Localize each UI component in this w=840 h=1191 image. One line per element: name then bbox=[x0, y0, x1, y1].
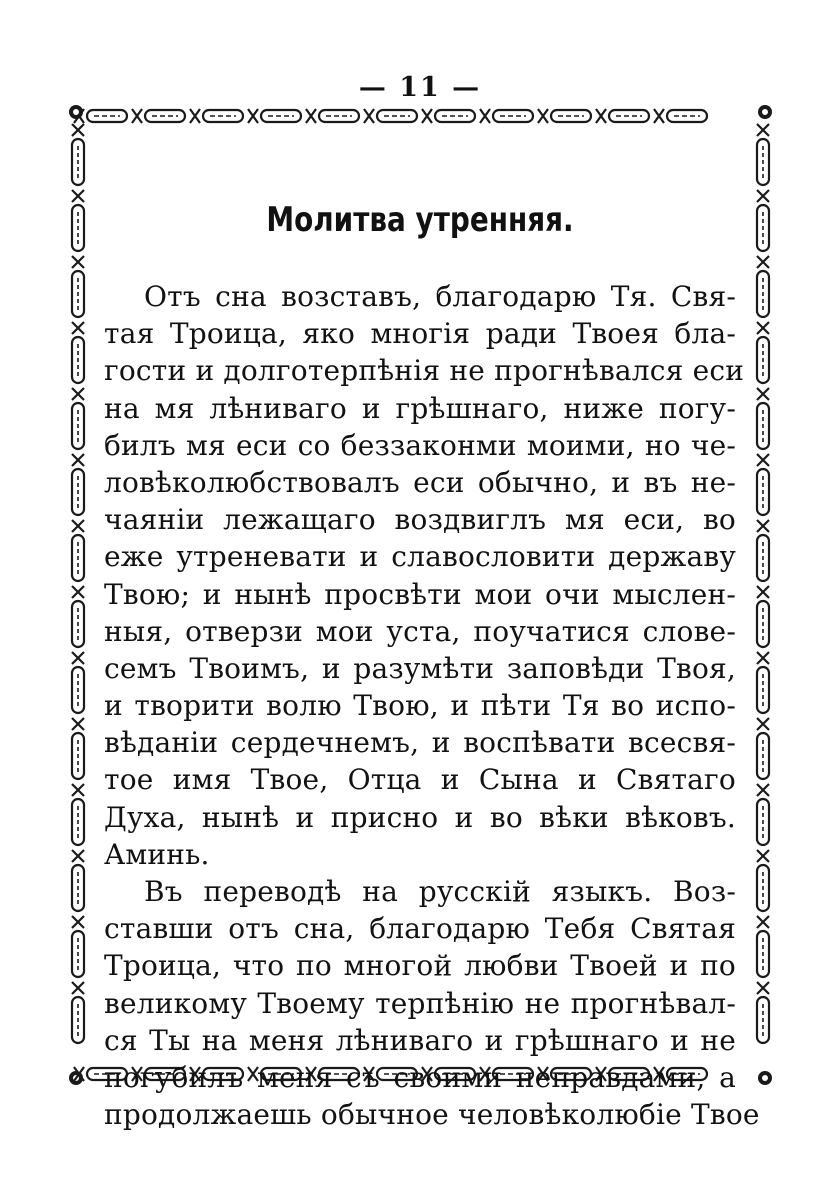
text-line: тая Троица, яко многія ради Твоея бла- bbox=[104, 317, 736, 351]
text-line: гости и долготерпѣнія не прогнѣвался еси bbox=[104, 354, 745, 388]
text-line: Въ переводѣ на русскій языкъ. Воз- bbox=[144, 875, 736, 908]
text-line: ся Ты на меня лѣниваго и грѣшнаго и не bbox=[104, 1023, 736, 1057]
text-line: Духа, нынѣ и присно и во вѣки вѣковъ. bbox=[104, 800, 736, 834]
text-line: чаяніи лежащаго воздвиглъ мя еси, во bbox=[104, 503, 736, 537]
text-line: погубилъ меня съ своими неправдами, а bbox=[104, 1060, 736, 1094]
text-line: ставши отъ сна, благодарю Тебя Святая bbox=[104, 912, 736, 946]
text-line: ловѣколюбствовалъ еси обычно, и въ не- bbox=[104, 465, 736, 499]
text-line: еже утреневати и славословити державу bbox=[104, 540, 736, 574]
prayer-title: Молитва утренняя. bbox=[266, 200, 574, 240]
text-line: великому Твоему терпѣнію не прогнѣвал- bbox=[104, 986, 736, 1020]
prayer-text bbox=[104, 278, 760, 1133]
text-line: семъ Твоимъ, и разумѣти заповѣди Твоя, bbox=[104, 651, 736, 685]
text-line: тое имя Твое, Отца и Сына и Святаго bbox=[104, 763, 736, 797]
text-line: Отъ сна возставъ, благодарю Тя. Свя- bbox=[144, 280, 736, 313]
text-line: билъ мя еси со беззаконми моими, но че- bbox=[104, 428, 736, 462]
text-line: вѣданіи сердечнемъ, и воспѣвати всесвя- bbox=[104, 726, 736, 760]
ornament-right-band bbox=[757, 124, 769, 1043]
text-line: Твою; и нынѣ просвѣти мои очи мыслен- bbox=[104, 577, 736, 611]
text-line: Аминь. bbox=[104, 837, 210, 871]
text-line: на мя лѣниваго и грѣшнаго, ниже погу- bbox=[104, 391, 736, 425]
text-line: Троица, что по многой любви Твоей и по bbox=[104, 949, 736, 983]
ornament-left-band bbox=[72, 124, 84, 1043]
text-line: ныя, отверзи мои уста, поучатися слове- bbox=[104, 614, 736, 648]
page-number: — 11 — bbox=[358, 72, 482, 103]
text-line: продолжаешь обычное человѣколюбіе Твое bbox=[104, 1098, 760, 1132]
text-line: и творити волю Твою, и пѣти Тя во испо- bbox=[104, 689, 736, 723]
